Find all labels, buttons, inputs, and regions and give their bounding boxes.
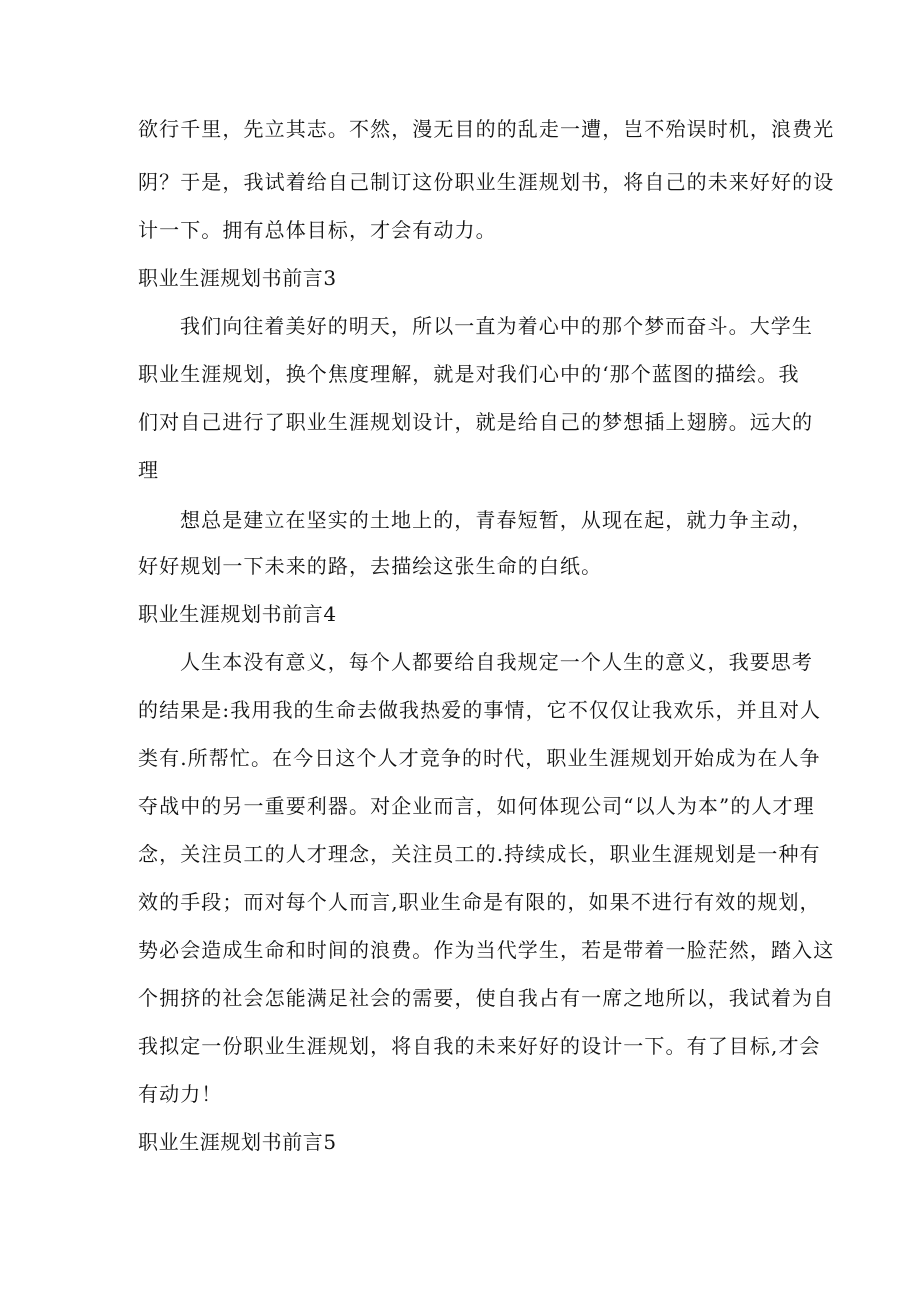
paragraph-line: 势必会造成生命和时间的浪费。作为当代学生，若是带着一脸茫然，踏入这 bbox=[138, 938, 835, 962]
paragraph-line: 有动力！ bbox=[138, 1082, 223, 1106]
paragraph-line: 效的手段；而对每个人而言,职业生命是有限的，如果不进行有效的规划， bbox=[138, 890, 821, 914]
paragraph-line: 的结果是:我用我的生命去做我热爱的事情，它不仅仅让我欢乐，并且对人 bbox=[138, 698, 822, 722]
paragraph-line: 人生本没有意义，每个人都要给自我规定一个人生的意义，我要思考 bbox=[180, 650, 813, 674]
section-heading-4: 职业生涯规划书前言4 bbox=[138, 602, 337, 626]
paragraph-line: 我们向往着美好的明天，所以一直为着心中的那个梦而奋斗。大学生 bbox=[180, 314, 813, 338]
paragraph-line: 职业生涯规划，换个焦度理解，就是对我们心中的‘那个蓝图的描绘。我 bbox=[138, 362, 800, 386]
section-heading-3: 职业生涯规划书前言3 bbox=[138, 266, 337, 290]
paragraph-line: 们对自己进行了职业生涯规划设计，就是给自己的梦想插上翅膀。远大的 bbox=[138, 410, 814, 434]
paragraph-line: 计一下。拥有总体目标，才会有动力。 bbox=[138, 218, 497, 242]
paragraph-line: 个拥挤的社会怎能满足社会的需要，使自我占有一席之地所以，我试着为自 bbox=[138, 986, 835, 1010]
paragraph-line: 夺战中的另一重要利器。对企业而言，如何体现公司“以人为本”的人才理 bbox=[138, 794, 815, 818]
paragraph-line: 类有.所帮忙。在今日这个人才竞争的时代，职业生涯规划开始成为在人争 bbox=[138, 746, 821, 770]
paragraph-line: 想总是建立在坚实的土地上的，青春短暂，从现在起，就力争主动， bbox=[180, 508, 813, 532]
paragraph-line: 我拟定一份职业生涯规划，将自我的未来好好的设计一下。有了目标,才会 bbox=[138, 1034, 821, 1058]
paragraph-line: 阴？于是，我试着给自己制订这份职业生涯规划书，将自己的未来好好的设 bbox=[138, 170, 835, 194]
paragraph-line: 好好规划一下未来的路，去描绘这张生命的白纸。 bbox=[138, 554, 603, 578]
paragraph-line: 欲行千里，先立其志。不然，漫无目的的乱走一遭，岂不殆误时机，浪费光 bbox=[138, 117, 835, 141]
section-heading-5: 职业生涯规划书前言5 bbox=[138, 1130, 337, 1154]
paragraph-line: 念，关注员工的人才理念，关注员工的.持续成长，职业生涯规划是一种有 bbox=[138, 842, 821, 866]
paragraph-line: 理 bbox=[138, 458, 160, 482]
